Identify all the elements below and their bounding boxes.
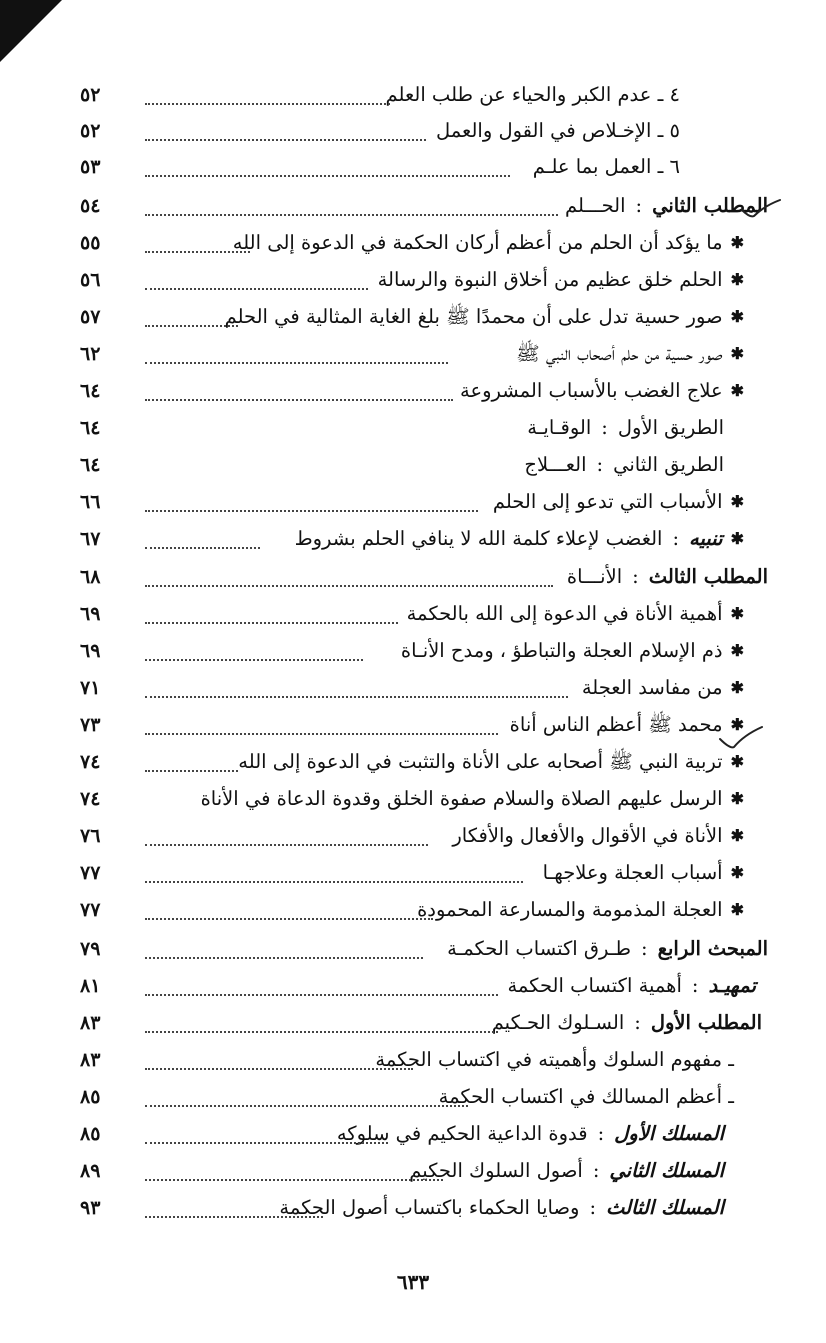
toc-page-number: ٨٩ (80, 1160, 101, 1182)
dot-leader (145, 629, 363, 661)
toc-entry-text: طـرق اكتساب الحكمـة (447, 937, 632, 960)
toc-entry-title (201, 784, 744, 814)
toc-entry (80, 636, 768, 666)
dot-leader (145, 73, 390, 105)
toc-entry (80, 1156, 768, 1186)
dot-leader (145, 666, 568, 698)
bullet-asterisk-icon: ✱ (730, 863, 744, 882)
toc-page-number: ٦٩ (80, 640, 101, 662)
toc-entry (80, 599, 768, 629)
toc-entry-title (417, 895, 744, 925)
dot-leader (145, 480, 478, 512)
dot-leader (145, 258, 368, 290)
toc-page-number: ٧٤ (80, 751, 101, 773)
toc-entry (80, 971, 768, 1001)
dot-leader (145, 517, 260, 549)
toc-page-number: ٧٧ (80, 862, 101, 884)
dot-leader (145, 851, 523, 883)
label-colon: : (641, 937, 648, 960)
toc-page-number: ٦٧ (80, 528, 101, 550)
toc-entry-title (524, 450, 724, 480)
toc-entry-title (543, 858, 744, 888)
dot-leader (145, 964, 498, 996)
toc-entry (80, 747, 768, 777)
toc-page-number: ٧٧ (80, 899, 101, 921)
toc-entry-text: علاج الغضب بالأسباب المشروعة (460, 379, 723, 402)
bullet-asterisk-icon: ✱ (730, 900, 744, 919)
label-colon: : (635, 194, 643, 217)
toc-page-number: ٦٨ (80, 566, 101, 588)
toc-entry-text: ٦ ـ العمل بما علـم (532, 155, 680, 178)
toc-entry (80, 339, 768, 369)
toc-entry-title (233, 228, 744, 258)
toc-entry-title (409, 1156, 724, 1186)
toc-entry-title (436, 116, 680, 146)
toc-entry-text: صور حسية تدل على أن محمدًا ﷺ بلغ الغاية المثالية في الحلم (224, 305, 723, 328)
toc-page-number: ٥٢ (80, 120, 101, 142)
dot-leader (145, 1001, 498, 1033)
bullet-asterisk-icon: ✱ (730, 270, 744, 289)
bullet-asterisk-icon: ✱ (730, 789, 744, 808)
pen-checkmark-icon (718, 725, 764, 751)
bullet-asterisk-icon: ✱ (730, 715, 744, 734)
toc-entry-title (582, 673, 744, 703)
bullet-asterisk-icon: ✱ (730, 233, 744, 252)
dot-leader (145, 814, 428, 846)
toc-entry-title (447, 934, 768, 964)
label-colon: : (691, 974, 699, 997)
dot-leader (145, 1038, 413, 1070)
toc-entry (80, 450, 768, 480)
dot-leader (145, 1075, 468, 1107)
bullet-asterisk-icon: ✱ (730, 307, 744, 326)
toc-entry-label: الطريق الثاني (613, 453, 724, 476)
toc-entry-title (567, 562, 768, 592)
toc-page-number: ٧٦ (80, 825, 101, 847)
toc-entry-text: العجلة المذمومة والمسارعة المحمودة (417, 898, 723, 921)
toc-entry-title (407, 599, 744, 629)
toc-entry-label: تنبيه (689, 527, 723, 550)
toc-entry (80, 302, 768, 332)
bullet-asterisk-icon: ✱ (730, 492, 744, 511)
dot-leader (145, 332, 448, 364)
bullet-asterisk-icon: ✱ (730, 678, 744, 697)
dot-leader (145, 1149, 443, 1181)
toc-entry-text: ذم الإسلام العجلة والتباطؤ ، ومدح الأنـاة (400, 639, 723, 662)
toc-entry (80, 858, 768, 888)
toc-entry-label: المسلك الثاني (609, 1159, 724, 1182)
bullet-asterisk-icon: ✱ (730, 344, 744, 363)
toc-entry-text: ٥ ـ الإخـلاص في القول والعمل (436, 119, 680, 142)
toc-page-number: ٨١ (80, 975, 101, 997)
toc-entry (80, 710, 768, 740)
toc-page-number: ٨٣ (80, 1012, 101, 1034)
toc-entry (80, 1008, 768, 1038)
dot-leader (145, 592, 398, 624)
toc-page-number: ٥٧ (80, 306, 101, 328)
toc-entry (80, 413, 768, 443)
toc-entry-text: الرسل عليهم الصلاة والسلام صفوة الخلق وقدوة الدعاة في الأناة (200, 787, 723, 810)
toc-entry (80, 821, 768, 851)
toc-page-number: ٥٥ (80, 232, 101, 254)
toc-entry-title (516, 339, 744, 369)
toc-entry (80, 152, 768, 182)
toc-entry-text: أصول السلوك الحكيم (409, 1159, 583, 1182)
toc-entry (80, 784, 768, 814)
toc-entry-label: تمهيـد (708, 974, 756, 997)
toc-entry-text: الغضب لإعلاء كلمة الله لا ينافي الحلم بشروط (294, 527, 663, 550)
toc-page-number: ٥٦ (80, 269, 101, 291)
toc-entry (80, 895, 768, 925)
toc-entry-title (460, 376, 744, 406)
dot-leader (145, 369, 453, 401)
toc-entry-text: صور حسية من حلم أصحاب النبي ﷺ (516, 342, 723, 365)
toc-entry (80, 487, 768, 517)
toc-entry-label: المسلك الأول (614, 1122, 724, 1145)
toc-entry-text: أهمية اكتساب الحكمة (507, 974, 682, 997)
toc-page-number: ٦٤ (80, 454, 101, 476)
toc-entry (80, 376, 768, 406)
toc-entry-title (439, 1082, 734, 1112)
toc-entry (80, 191, 768, 221)
toc-page-number: ٥٤ (80, 195, 101, 217)
page-number-footer: ٦٣٣ (396, 1270, 430, 1294)
toc-page-number: ٦٦ (80, 491, 101, 513)
toc-page-number: ٧٩ (80, 938, 101, 960)
toc-entry-title (492, 1008, 762, 1038)
toc-entry-title (375, 1045, 734, 1075)
toc-entry (80, 116, 768, 146)
toc-entry-text: تربية النبي ﷺ أصحابه على الأناة والتثبت في الدعوة إلى الله (238, 750, 723, 773)
label-colon: : (596, 453, 604, 476)
toc-page-number: ٦٢ (80, 343, 101, 365)
dot-leader (145, 1186, 323, 1218)
toc-entry-text: الأنـــاة (566, 565, 623, 588)
toc-entry-text: الأناة في الأقوال والأفعال والأفكار (452, 824, 723, 847)
toc-entry-title (386, 80, 680, 110)
toc-page-number: ٧٣ (80, 714, 101, 736)
bullet-asterisk-icon: ✱ (730, 752, 744, 771)
toc-entry-title (337, 1119, 724, 1149)
toc-entry-title (510, 710, 744, 740)
toc-entry (80, 1119, 768, 1149)
toc-entry-title (279, 1193, 724, 1223)
toc-entry-title (225, 302, 744, 332)
toc-page-number: ٥٢ (80, 84, 101, 106)
toc-page-number: ٦٩ (80, 603, 101, 625)
toc-entry-label: المطلب الثاني (652, 194, 768, 217)
toc-entry (80, 1193, 768, 1223)
dot-leader (145, 295, 238, 327)
toc-entry-title (295, 524, 744, 554)
toc-entry-text: ما يؤكد أن الحلم من أعظم أركان الحكمة في الدعوة إلى الله (232, 231, 723, 254)
toc-entry-title (527, 413, 724, 443)
toc-entry-label: المطلب الأول (650, 1011, 762, 1034)
toc-page-number: ٧٤ (80, 788, 101, 810)
label-colon: : (597, 1122, 605, 1145)
toc-entry-text: محمد ﷺ أعظم الناس أناة (509, 713, 723, 736)
toc-page-number: ٨٣ (80, 1049, 101, 1071)
label-colon: : (632, 565, 639, 588)
toc-page-number: ٨٥ (80, 1086, 101, 1108)
toc-entry-text: العـــلاج (524, 453, 587, 476)
dot-leader (145, 109, 426, 141)
dot-leader (145, 221, 250, 253)
toc-page-number: ٨٥ (80, 1123, 101, 1145)
bullet-asterisk-icon: ✱ (730, 641, 744, 660)
toc-entry-title (493, 487, 744, 517)
dot-leader (145, 1112, 388, 1144)
toc-page-number: ٦٤ (80, 380, 101, 402)
label-colon: : (672, 527, 680, 550)
toc-page-number: ٩٣ (80, 1197, 101, 1219)
toc-page-number: ٦٤ (80, 417, 101, 439)
toc-entry (80, 562, 768, 592)
toc-entry-title (507, 971, 756, 1001)
toc-entry-label: المطلب الثالث (648, 565, 768, 588)
page-corner-fold (0, 0, 62, 62)
toc-entry-title (378, 265, 744, 295)
toc-entry-title (238, 747, 744, 777)
table-of-contents (0, 78, 826, 1238)
dot-leader (145, 145, 510, 177)
toc-entry (80, 1045, 768, 1075)
toc-entry-title (452, 821, 744, 851)
dot-leader (145, 927, 423, 959)
toc-entry (80, 673, 768, 703)
toc-entry (80, 228, 768, 258)
toc-entry-text: الحلم خلق عظيم من أخلاق النبوة والرسالة (377, 268, 723, 291)
dot-leader (145, 888, 433, 920)
toc-entry (80, 1082, 768, 1112)
bullet-asterisk-icon: ✱ (730, 604, 744, 623)
label-colon: : (589, 1196, 597, 1219)
dot-leader (145, 703, 498, 735)
toc-entry-title (565, 191, 768, 221)
toc-entry-text: أسباب العجلة وعلاجهـا (542, 861, 723, 884)
toc-entry-title (533, 152, 680, 182)
toc-entry (80, 80, 768, 110)
toc-entry (80, 934, 768, 964)
toc-entry (80, 265, 768, 295)
toc-entry-text: السـلوك الحـكيم (491, 1011, 625, 1034)
toc-entry-title (401, 636, 744, 666)
label-colon: : (601, 416, 608, 439)
toc-entry-text: قدوة الداعية الحكيم في سلوكه (336, 1122, 588, 1145)
toc-page-number: ٧١ (80, 677, 101, 699)
toc-entry-label: الطريق الأول (617, 416, 724, 439)
toc-entry-label: المسلك الثالث (606, 1196, 724, 1219)
pen-checkmark-icon (740, 196, 782, 220)
toc-entry-label: المبحث الرابع (657, 937, 768, 960)
toc-entry-text: ـ أعظم المسالك في اكتساب الحكمة (438, 1085, 734, 1108)
label-colon: : (592, 1159, 600, 1182)
toc-entry-text: أهمية الأناة في الدعوة إلى الله بالحكمة (406, 602, 723, 625)
dot-leader (145, 555, 553, 587)
label-colon: : (634, 1011, 641, 1034)
bullet-asterisk-icon: ✱ (730, 529, 744, 548)
bullet-asterisk-icon: ✱ (730, 826, 744, 845)
toc-entry-text: الوقـايـة (527, 416, 592, 439)
bullet-asterisk-icon: ✱ (730, 381, 744, 400)
toc-entry (80, 524, 768, 554)
toc-entry-text: ٤ ـ عدم الكبر والحياء عن طلب العلم (385, 83, 680, 106)
toc-entry-text: الحـــلم (565, 194, 626, 217)
dot-leader (145, 184, 558, 216)
toc-entry-text: الأسباب التي تدعو إلى الحلم (492, 490, 723, 513)
toc-entry-text: ـ مفهوم السلوك وأهميته في اكتساب الحكمة (375, 1048, 734, 1071)
toc-page-number: ٥٣ (80, 156, 101, 178)
toc-entry-text: من مفاسد العجلة (581, 676, 723, 699)
toc-entry-text: وصايا الحكماء باكتساب أصول الحكمة (279, 1196, 580, 1219)
dot-leader (145, 740, 238, 772)
